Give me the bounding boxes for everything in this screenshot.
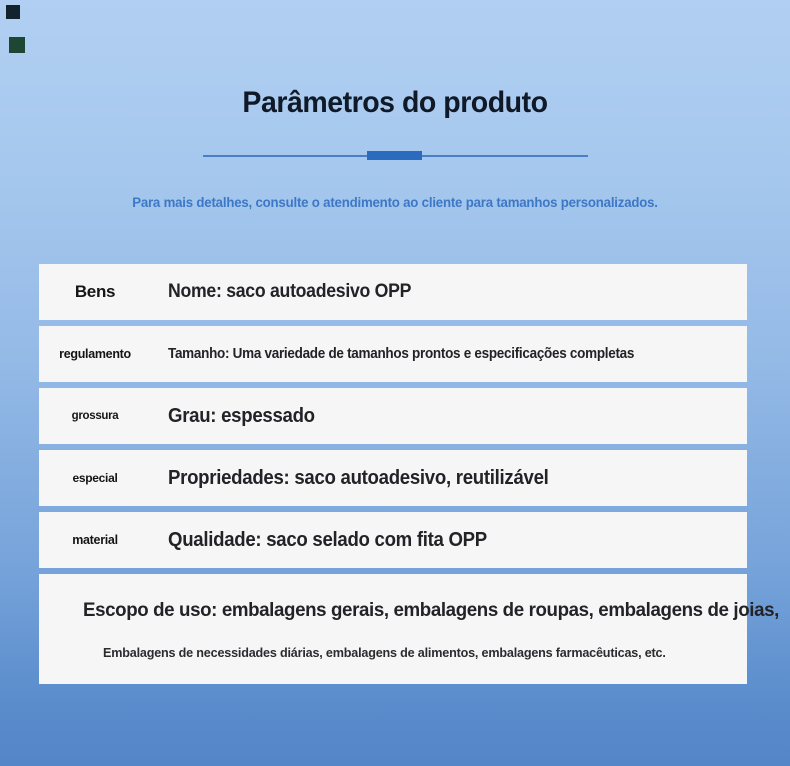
row-label: Bens (74, 282, 116, 301)
usage-scope-line1: Escopo de uso: embalagens gerais, embalagens de roupas, embalagens de joias, (83, 599, 779, 621)
row-label: especial (72, 471, 118, 485)
title-divider-accent (367, 151, 422, 160)
row-value: Tamanho: Uma variedade de tamanhos prontos e especificações completas (168, 346, 635, 362)
watermark-square-bottom (9, 37, 25, 53)
row-label: material (72, 533, 118, 547)
row-value: Nome: saco autoadesivo OPP (168, 281, 412, 302)
row-value: Grau: espessado (168, 404, 315, 427)
table-row-regulation (39, 326, 747, 382)
table-row-thickness (39, 388, 747, 444)
custom-size-note: Para mais detalhes, consulte o atendimento ao cliente para tamanhos personalizados. (132, 195, 658, 210)
table-row-goods (39, 264, 747, 320)
usage-scope-line2: Embalagens de necessidades diárias, embalagens de alimentos, embalagens farmacêuticas, etc. (103, 645, 666, 660)
table-row-usage-scope (39, 574, 779, 684)
row-value: Propriedades: saco autoadesivo, reutilizável (168, 466, 549, 489)
row-value: Qualidade: saco selado com fita OPP (168, 528, 487, 551)
table-row-material (39, 512, 747, 568)
page-title: Parâmetros do produto (242, 86, 548, 119)
table-row-special (39, 450, 747, 506)
row-label: regulamento (59, 347, 131, 361)
row-label: grossura (71, 410, 119, 422)
parameters-table (39, 264, 779, 684)
watermark-square-top (6, 5, 20, 19)
